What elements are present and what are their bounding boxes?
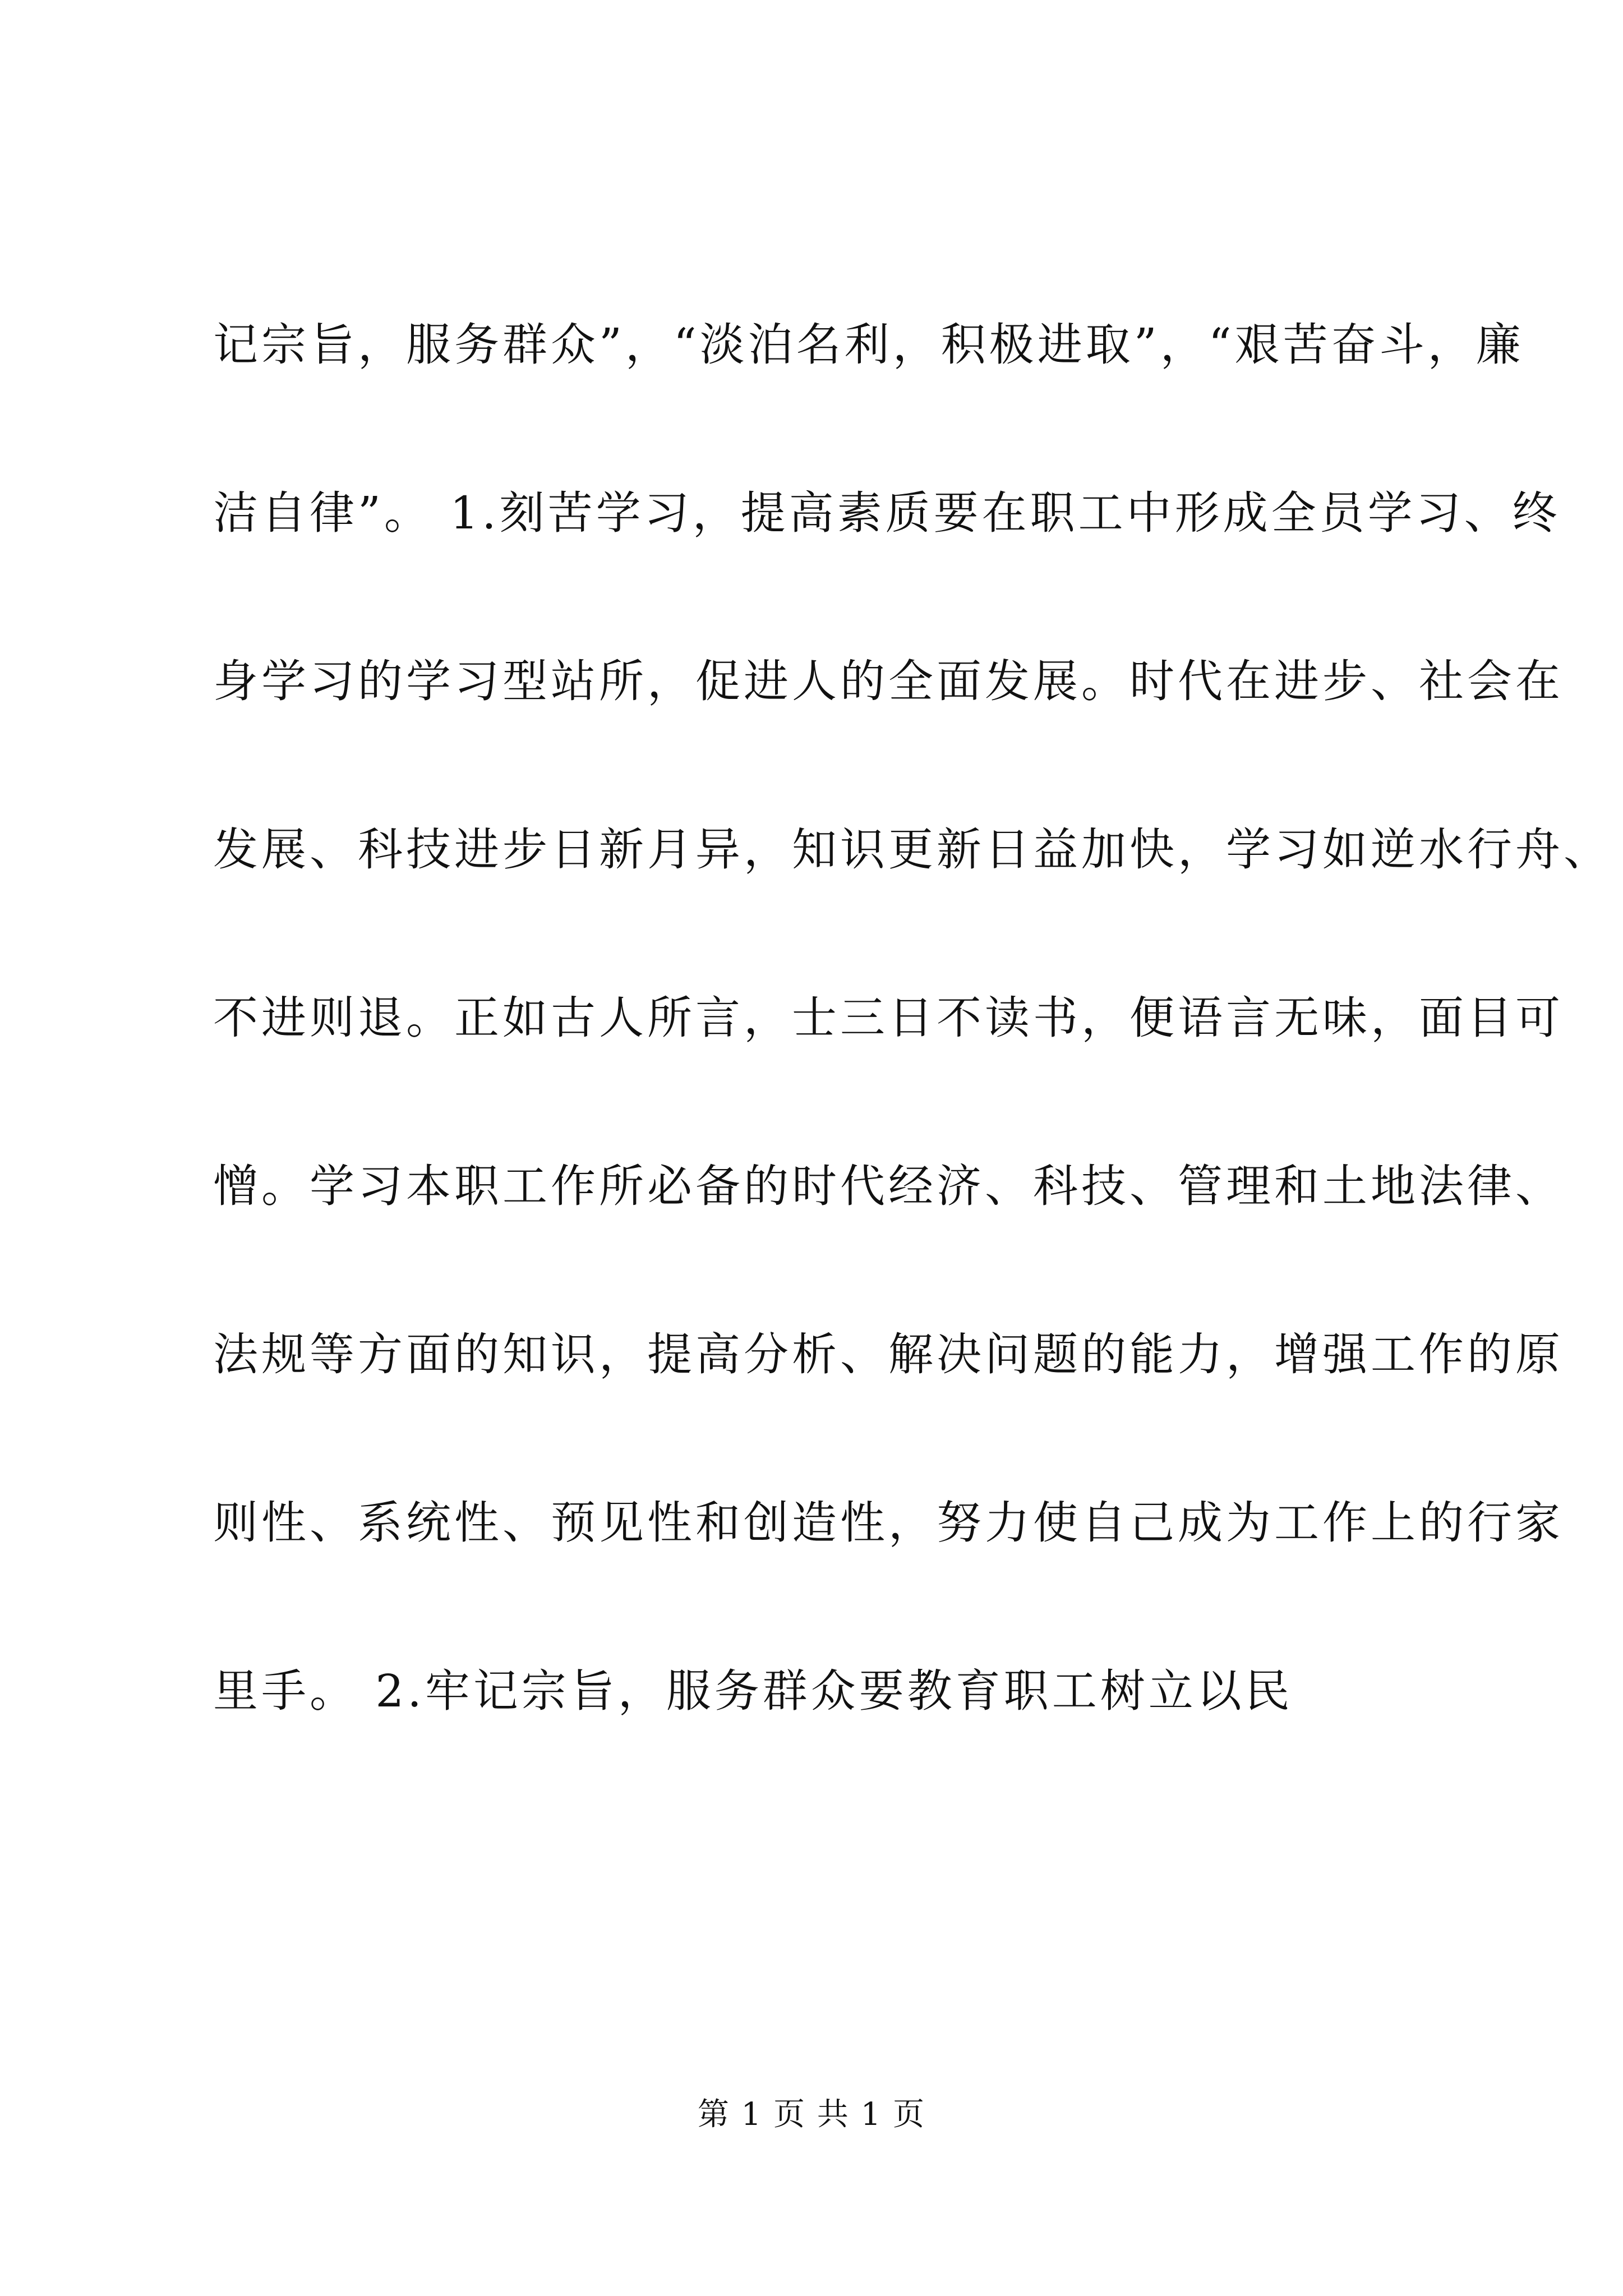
body-paragraph (213, 303, 1612, 1818)
body-line: 记宗旨，服务群众”，“淡泊名利，积极进取”，“艰苦奋斗，廉 (213, 319, 1524, 371)
body-line: 憎。学习本职工作所必备的时代经济、科技、管理和土地法律、 (213, 1160, 1564, 1212)
body-line: 发展、科技进步日新月异，知识更新日益加快，学习如逆水行舟、 (213, 823, 1612, 876)
body-line: 里手。 2.牢记宗旨，服务群众要教育职工树立以民 (213, 1665, 1293, 1717)
body-line: 洁自律”。 1.刻苦学习，提高素质要在职工中形成全员学习、终 (213, 487, 1561, 539)
body-line: 不进则退。正如古人所言，士三日不读书，便语言无味，面目可 (213, 992, 1564, 1044)
body-line: 身学习的学习型站所，促进人的全面发展。时代在进步、社会在 (213, 655, 1564, 707)
body-line: 法规等方面的知识，提高分析、解决问题的能力，增强工作的原 (213, 1328, 1564, 1381)
page-footer: 第 1 页 共 1 页 (697, 2096, 926, 2133)
body-line: 则性、系统性、预见性和创造性，努力使自己成为工作上的行家 (213, 1497, 1564, 1549)
